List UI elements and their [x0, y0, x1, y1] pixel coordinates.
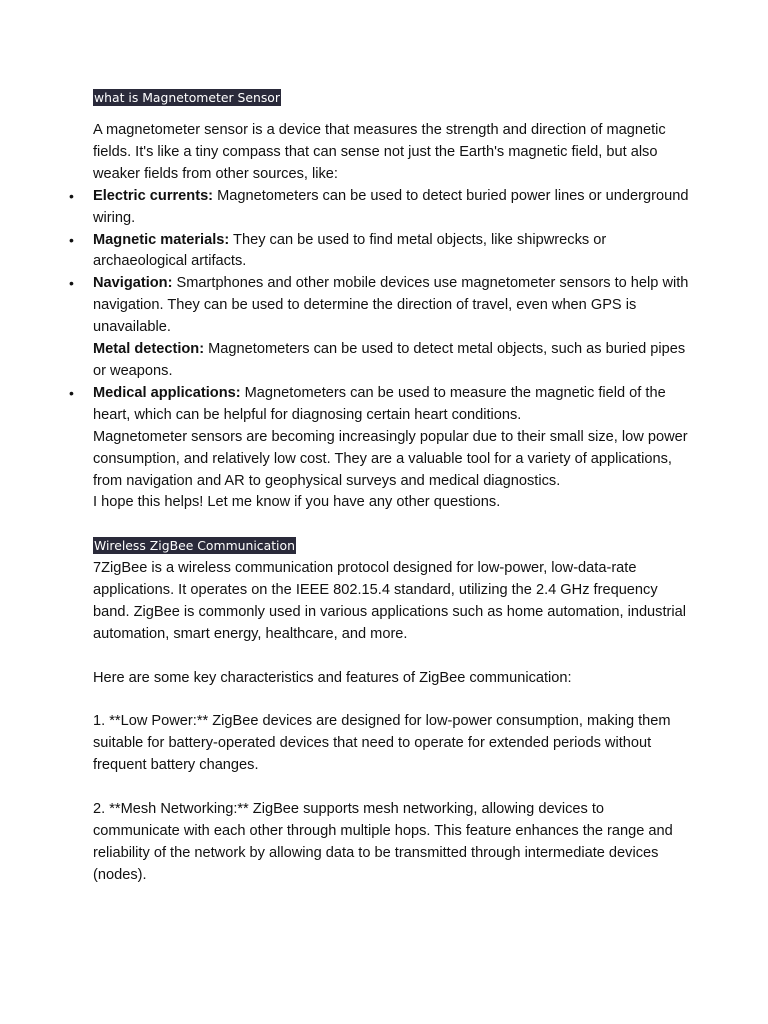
zigbee-point-mesh-networking: 2. **Mesh Networking:** ZigBee supports mesh networking, allowing devices to communicate with each other through multiple hops. This feature enhances the range and reliability of the network by allowing data to be transmitted through intermediate devices (nodes).: [93, 801, 673, 883]
document-page: [93, 88, 693, 887]
magnetometer-intro: A magnetometer sensor is a device that measures the strength and direction of magnetic fields. It's like a tiny compass that can sense not just the Earth's magnetic field, but also weaker fields from other sources, like:: [93, 122, 666, 182]
paragraph-spacer: [93, 514, 693, 536]
paragraph-spacer: [93, 646, 693, 668]
list-item-metal-detection: [93, 339, 693, 383]
list-item-magnetic-materials: [93, 230, 693, 274]
list-item-text: Magnetometers can be used to detect metal objects, such as buried pipes or weapons.: [93, 341, 686, 379]
magnetometer-conclusion: Magnetometer sensors are becoming increasingly popular due to their small size, low power consumption, and relatively low cost. They are a valuable tool for a variety of applications, from navigation and AR to geophysical surveys and medical diagnostics.: [93, 428, 688, 489]
list-item-term: Metal detection:: [93, 341, 205, 358]
zigbee-lead: Here are some key characteristics and features of ZigBee communication:: [93, 669, 572, 686]
list-item-text: Magnetometers can be used to measure the magnetic field of the heart, which can be helpful for diagnosing certain heart conditions.: [93, 384, 666, 423]
list-item-term: Medical applications:: [93, 384, 241, 401]
list-item-text: Magnetometers can be used to detect buried power lines or underground wiring.: [93, 187, 689, 226]
zigbee-point-low-power: 1. **Low Power:** ZigBee devices are designed for low-power consumption, making them suitable for battery-operated devices that need to operate for extended periods without frequent battery changes.: [93, 713, 671, 774]
magnetometer-uses-list: [93, 186, 693, 427]
list-item-term: Electric currents:: [93, 187, 214, 204]
zigbee-intro: 7ZigBee is a wireless communication protocol designed for low-power, low-data-rate applications. It operates on the IEEE 802.15.4 standard, utilizing the 2.4 GHz frequency band. ZigBee is commonly used in various applications such as home automation, industrial automation, smart energy, healthcare, and more.: [93, 560, 686, 642]
list-item-text: Smartphones and other mobile devices use magnetometer sensors to help with navigation. They can be used to determine the direction of travel, even when GPS is unavailable.: [93, 275, 689, 336]
list-item-text: They can be used to find metal objects, like shipwrecks or archaeological artifacts.: [93, 231, 607, 270]
list-item-medical-applications: [93, 383, 693, 427]
magnetometer-closing: I hope this helps! Let me know if you have any other questions.: [93, 494, 501, 511]
paragraph-spacer: [93, 690, 693, 712]
zigbee-heading: Wireless ZigBee Communication: [94, 538, 295, 554]
list-item-navigation: [93, 273, 693, 339]
list-item-term: Navigation:: [93, 275, 173, 292]
magnetometer-heading: what is Magnetometer Sensor: [94, 90, 280, 105]
list-item-term: Magnetic materials:: [93, 231, 230, 248]
paragraph-spacer: [93, 777, 693, 799]
list-item-electric-currents: [93, 186, 693, 230]
